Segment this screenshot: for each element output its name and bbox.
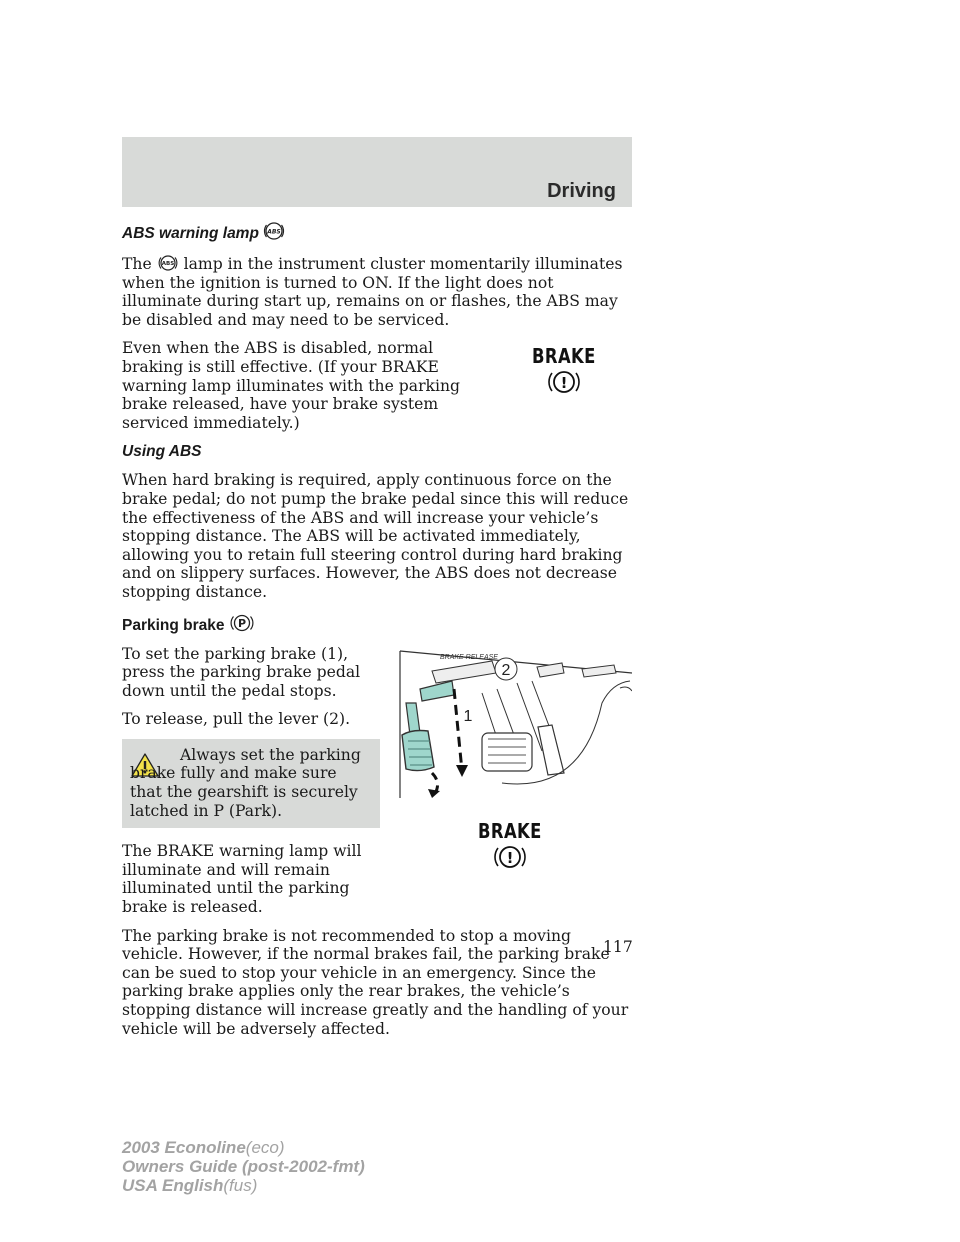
warning-text: Always set the parking brake fully and make sure that the gearshift is securely latched in P (Park). bbox=[130, 745, 361, 820]
abs-inline-icon bbox=[157, 253, 179, 273]
abs-inline-icon-label: ABS bbox=[161, 261, 174, 268]
parking-brake-diagram bbox=[392, 643, 632, 798]
abs-icon bbox=[263, 220, 285, 242]
footer-line-2: Owners Guide (post-2002-fmt) bbox=[122, 1157, 365, 1176]
parking-brake-figures bbox=[392, 645, 632, 873]
brake-warning-lamp-2 bbox=[388, 820, 632, 872]
page-content bbox=[122, 220, 632, 1048]
parking-p1: To set the parking brake (1), press the parking brake pedal down until the pedal stops. bbox=[122, 644, 361, 700]
abs-paragraph-1 bbox=[122, 253, 632, 329]
footer-model: 2003 Econoline bbox=[122, 1138, 246, 1157]
abs-heading bbox=[122, 220, 632, 244]
abs-paragraph-2-block bbox=[122, 339, 632, 432]
using-abs-paragraph: When hard braking is required, apply continuous force on the brake pedal; do not pump the brake pedal since this will reduce the effectiveness of the ABS and will increase your vehicle’s stopping distance. The ABS will be activated immediately, allowing you to retain full steering control during hard braking and on slippery surfaces. However, the ABS does not decrease stopping distance. bbox=[122, 471, 629, 601]
abs-icon-label: ABS bbox=[267, 228, 282, 236]
figure-label-2: 2 bbox=[501, 661, 511, 679]
abs-paragraph-2: Even when the ABS is disabled, normal braking is still effective. (If your BRAKE warning lamp illuminates with the parking brake released, have your brake system serviced immediately.) bbox=[122, 339, 460, 432]
parking-p4: The parking brake is not recommended to stop a moving vehicle. However, if the normal brakes fail, the parking brake can be sued to stop your vehicle in an emergency. Since the parking brake applies only the rear brakes, the vehicle’s stopping distance will increase greatly and the handling of your vehicle will be adversely affected. bbox=[122, 926, 629, 1038]
parking-brake-icon-label: P bbox=[237, 616, 246, 630]
document-footer bbox=[122, 1138, 365, 1195]
section-title: Driving bbox=[547, 180, 616, 202]
footer-language-code: (fus) bbox=[223, 1176, 258, 1195]
figure-label-1: 1 bbox=[463, 707, 473, 725]
figure-release-label: BRAKE RELEASE bbox=[440, 653, 498, 661]
page-number: 117 bbox=[603, 938, 633, 956]
footer-language: USA English bbox=[122, 1176, 224, 1195]
brake-lamp-text: BRAKE bbox=[532, 344, 596, 369]
warning-content bbox=[130, 746, 372, 820]
section-header bbox=[122, 137, 632, 207]
brake-warning-lamp bbox=[504, 345, 624, 405]
brake-lamp-symbol: ! bbox=[560, 374, 568, 393]
brake-exclamation-icon-2 bbox=[490, 842, 530, 872]
parking-brake-heading-text: Parking brake bbox=[122, 616, 225, 634]
brake-lamp-text-2: BRAKE bbox=[478, 819, 542, 844]
abs-p1-post: lamp in the instrument cluster momentarily illuminates when the ignition is turned to ON. If the light does not illuminate during start up, remains on or flashes, the ABS may be disabled and may need to be serviced. bbox=[122, 255, 623, 329]
parking-p2: To release, pull the lever (2). bbox=[122, 710, 351, 729]
parking-brake-text-column bbox=[122, 645, 380, 927]
abs-heading-text: ABS warning lamp bbox=[122, 225, 259, 242]
footer-model-code: (eco) bbox=[245, 1138, 285, 1157]
parking-p3: The BRAKE warning lamp will illuminate and will remain illuminated until the parking brake is released. bbox=[122, 842, 362, 917]
footer-line-1 bbox=[122, 1138, 365, 1157]
warning-box bbox=[122, 739, 380, 828]
using-abs-heading: Using ABS bbox=[122, 443, 202, 461]
brake-lamp-symbol-2: ! bbox=[506, 849, 514, 868]
parking-brake-icon bbox=[229, 612, 255, 634]
brake-exclamation-icon bbox=[544, 367, 584, 397]
parking-brake-section bbox=[122, 645, 632, 927]
abs-p1-pre: The bbox=[122, 255, 152, 273]
parking-brake-heading bbox=[122, 612, 632, 636]
footer-line-3 bbox=[122, 1176, 365, 1195]
